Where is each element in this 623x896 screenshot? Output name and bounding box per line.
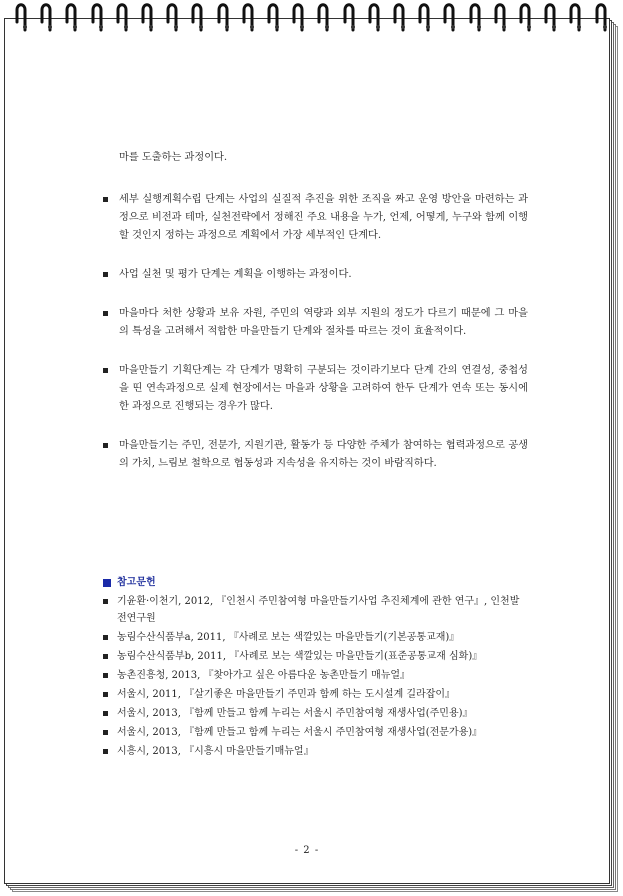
paragraph-5 [103, 437, 528, 473]
spiral-ring-icon [266, 0, 282, 32]
spiral-ring-icon [90, 0, 106, 32]
references-section [103, 575, 528, 760]
paragraph-3 [103, 305, 528, 341]
paragraph-2 [103, 266, 528, 284]
spiral-ring-icon [543, 0, 559, 32]
references-title [103, 575, 528, 591]
bullet-icon [103, 599, 108, 604]
bullet-icon [103, 749, 108, 754]
spiral-ring-icon [291, 0, 307, 32]
spiral-ring-icon [342, 0, 358, 32]
reference-item [103, 667, 528, 684]
spiral-ring-icon [241, 0, 257, 32]
document-page [4, 18, 610, 884]
reference-text: 서울시, 2011, 『살기좋은 마을만들기 주민과 함께 하는 도시설계 길라잡이』 [117, 689, 456, 700]
spiral-ring-icon [493, 0, 509, 32]
spiral-ring-icon [140, 0, 156, 32]
bullet-icon [103, 692, 108, 697]
square-bullet-icon [103, 579, 111, 587]
paragraph-text: 세부 실행계획수립 단계는 사업의 실질적 추진을 위한 조직을 짜고 운영 방안을 마련하는 과정으로 비전과 테마, 실천전략에서 정해진 주요 내용을 누가, 언제, 어떻게, 누구와 함께 이행할 것인지 정하는 과정으로 계획에서 가장 세부적인 단계다. [119, 194, 528, 241]
spiral-ring-icon [39, 0, 55, 32]
spiral-ring-icon [115, 0, 131, 32]
reference-text: 서울시, 2013, 『함께 만들고 함께 누리는 서울시 주민참여형 재생사업(전문가용)』 [117, 727, 483, 738]
body-content [103, 149, 528, 494]
spiral-binding [14, 0, 610, 32]
spiral-ring-icon [367, 0, 383, 32]
spiral-ring-icon [190, 0, 206, 32]
paragraph-text: 마을마다 처한 상황과 보유 자원, 주민의 역량과 외부 지원의 정도가 다르기 때문에 그 마을의 특성을 고려해서 적합한 마을만들기 단계와 절차를 따르는 것이 효율적이다. [119, 308, 528, 337]
paragraph-1 [103, 191, 528, 245]
spiral-ring-icon [417, 0, 433, 32]
spiral-ring-icon [442, 0, 458, 32]
paragraph-text: 마를 도출하는 과정이다. [119, 152, 228, 163]
references-title-text: 참고문헌 [117, 577, 156, 588]
reference-text: 서울시, 2013, 『함께 만들고 함께 누리는 서울시 주민참여형 재생사업(주민용)』 [117, 708, 473, 719]
bullet-icon [103, 654, 108, 659]
spiral-ring-icon [468, 0, 484, 32]
spiral-ring-icon [14, 0, 30, 32]
reference-item [103, 724, 528, 741]
spiral-ring-icon [216, 0, 232, 32]
spiral-ring-icon [392, 0, 408, 32]
reference-text: 농림수산식품부a, 2011, 『사례로 보는 색깔있는 마을만들기(기본공통교재)』 [117, 632, 460, 643]
reference-item [103, 743, 528, 760]
reference-item [103, 629, 528, 646]
bullet-icon [103, 272, 108, 277]
bullet-icon [103, 197, 108, 202]
bullet-icon [103, 311, 108, 316]
bullet-icon [103, 711, 108, 716]
spiral-ring-icon [518, 0, 534, 32]
reference-item [103, 648, 528, 665]
paragraph-text: 사업 실천 및 평가 단계는 계획을 이행하는 과정이다. [119, 269, 352, 280]
bullet-icon [103, 635, 108, 640]
spiral-ring-icon [64, 0, 80, 32]
paragraph-0 [103, 149, 528, 167]
paragraph-4 [103, 362, 528, 416]
paragraph-text: 마을만들기 기획단계는 각 단계가 명확히 구분되는 것이라기보다 단계 간의 연결성, 중첩성을 띤 연속과정으로 실제 현장에서는 마을과 상황을 고려하여 한두 단계가 연속 또는 동시에 한 과정으로 진행되는 경우가 많다. [119, 365, 528, 412]
bullet-icon [103, 443, 108, 448]
reference-text: 농촌진흥청, 2013, 『찾아가고 싶은 아름다운 농촌만들기 매뉴얼』 [117, 670, 411, 681]
reference-item [103, 705, 528, 722]
reference-text: 농림수산식품부b, 2011, 『사례로 보는 색깔있는 마을만들기(표준공통교재 심화)』 [117, 651, 483, 662]
bullet-icon [103, 673, 108, 678]
page-number: - 2 - [294, 845, 320, 856]
spiral-ring-icon [594, 0, 610, 32]
reference-text: 시흥시, 2013, 『시흥시 마을만들기매뉴얼』 [117, 746, 314, 757]
spiral-ring-icon [568, 0, 584, 32]
bullet-icon [103, 368, 108, 373]
spiral-ring-icon [316, 0, 332, 32]
spiral-ring-icon [165, 0, 181, 32]
paragraph-text: 마을만들기는 주민, 전문가, 지원기관, 활동가 등 다양한 주체가 참여하는 협력과정으로 공생의 가치, 느림보 철학으로 협동성과 지속성을 유지하는 것이 바람직하다. [119, 440, 528, 469]
reference-item [103, 686, 528, 703]
reference-text: 기윤환·이천기, 2012, 『인천시 주민참여형 마을만들기사업 추진체계에 관한 연구』, 인천발전연구원 [117, 596, 520, 624]
bullet-icon [103, 730, 108, 735]
reference-item [103, 593, 528, 627]
